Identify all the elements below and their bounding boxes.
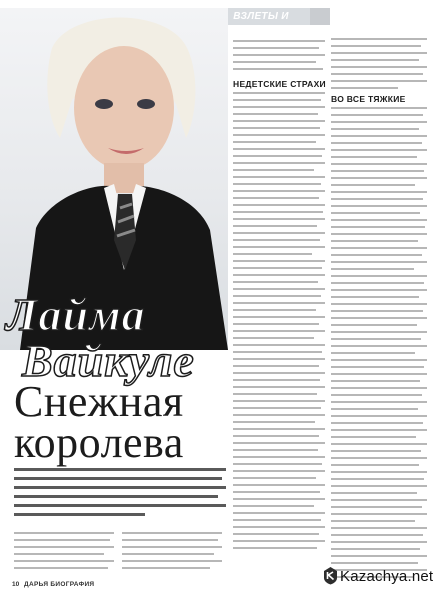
artist-name-line-2: Вайкуле bbox=[22, 335, 195, 386]
body-column-4b bbox=[331, 107, 427, 583]
section-tag: ВЗЛЕТЫ И ПАДЕНИЯ bbox=[212, 8, 310, 25]
page-footer bbox=[12, 581, 94, 588]
article-lede bbox=[14, 468, 226, 522]
magazine-name: ДАРЬЯ БИОГРАФИЯ bbox=[24, 581, 95, 588]
page-number: 10 bbox=[12, 581, 20, 588]
section-heading-fears: НЕДЕТСКИЕ СТРАХИ bbox=[233, 79, 326, 89]
body-column-1 bbox=[14, 532, 114, 574]
section-heading-all-out: ВО ВСЕ ТЯЖКИЕ bbox=[331, 94, 406, 104]
watermark-text: Kazachya.net bbox=[340, 568, 434, 585]
body-column-4a bbox=[331, 38, 427, 94]
article-title-line-2: королева bbox=[14, 418, 184, 467]
body-column-2 bbox=[122, 532, 222, 574]
body-column-3b bbox=[233, 92, 325, 554]
body-column-3 bbox=[233, 40, 325, 75]
article-title-line-1: Снежная bbox=[14, 377, 184, 426]
artist-name-line-1: Лайма bbox=[6, 289, 146, 340]
watermark-logo-icon bbox=[322, 566, 339, 585]
